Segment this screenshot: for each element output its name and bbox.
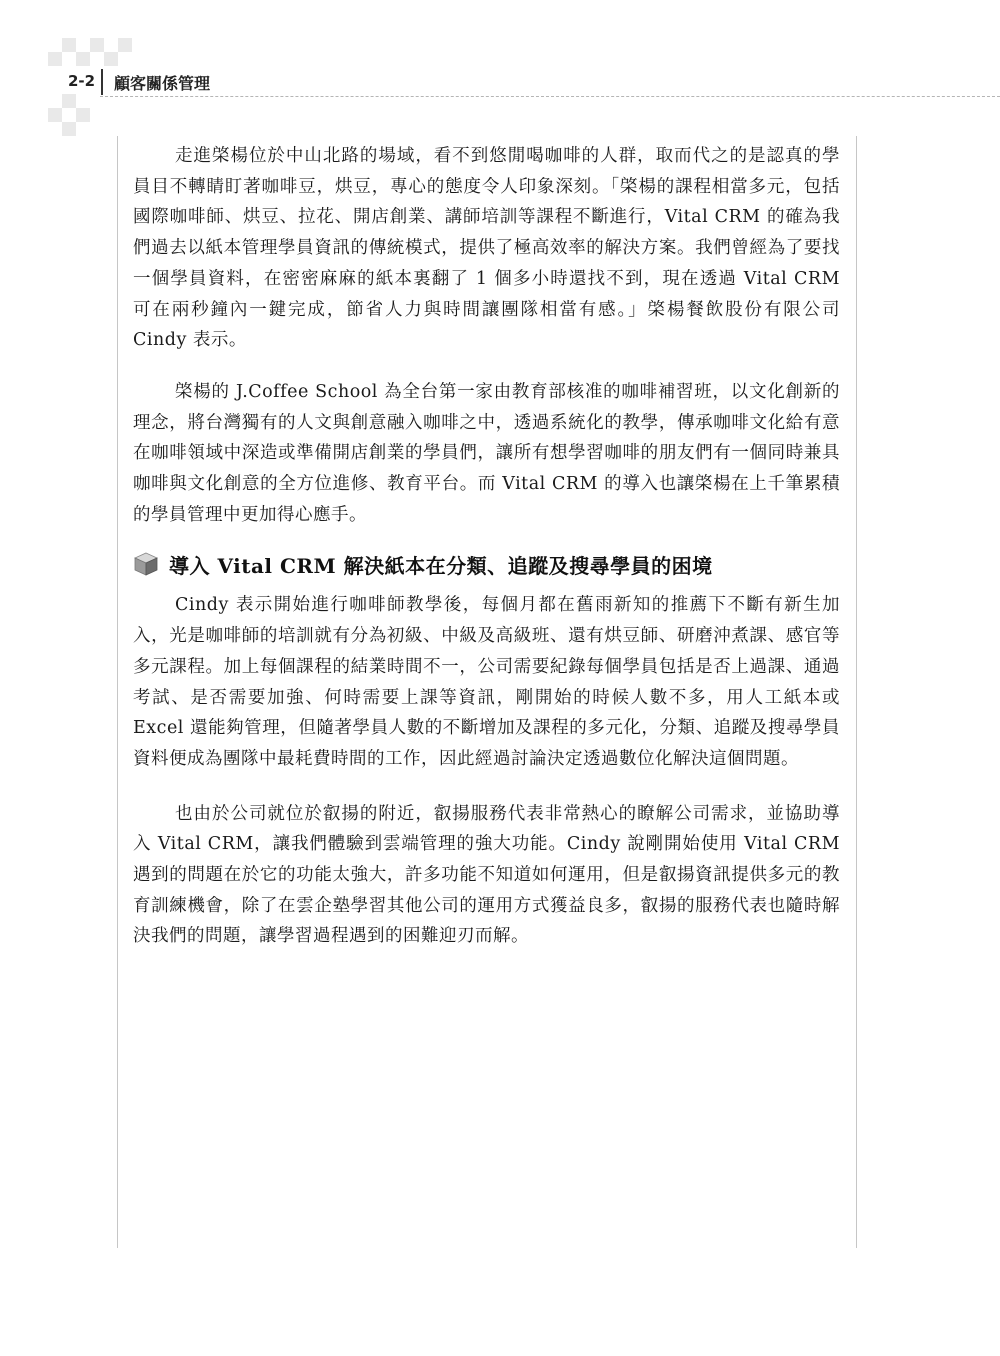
page-number: 2-2 <box>68 72 96 90</box>
section-heading <box>133 548 840 580</box>
article-body <box>133 141 840 952</box>
cube-icon <box>133 551 159 577</box>
header-dashed-rule <box>100 96 1000 97</box>
section-heading-text: 導入 Vital CRM 解決紙本在分類、追蹤及搜尋學員的困境 <box>169 553 713 578</box>
paragraph: 棨楊的 J.Coffee School 為全台第一家由教育部核准的咖啡補習班，以文化創新的理念，將台灣獨有的人文與創意融入咖啡之中，透過系統化的教學，傳承咖啡文化給有意在咖啡領域中深造或準備開店創業的學員們，讓所有想學習咖啡的朋友們有一個同時兼具咖啡與文化創意的全方位進修、教育平台。而 Vital CRM 的導入也讓棨楊在上千筆累積的學員管理中更加得心應手。 <box>133 381 840 525</box>
header-divider <box>101 69 103 95</box>
text-frame-right-border <box>856 136 857 1248</box>
page-header <box>0 66 1000 100</box>
paragraph: 也由於公司就位於叡揚的附近，叡揚服務代表非常熱心的瞭解公司需求，並協助導入 Vital CRM，讓我們體驗到雲端管理的強大功能。Cindy 說剛開始使用 Vital CRM 遇到的問題在於它的功能太強大，許多功能不知道如何運用，但是叡揚資訊提供多元的教育訓練機會，除了在雲企塾學習其他公司的運用方式獲益良多，叡揚的服務代表也隨時解決我們的問題，讓學習過程遇到的困難迎刃而解。 <box>133 803 840 947</box>
paragraph: Cindy 表示開始進行咖啡師教學後，每個月都在舊雨新知的推薦下不斷有新生加入，光是咖啡師的培訓就有分為初級、中級及高級班、還有烘豆師、研磨沖煮課、感官等多元課程。加上每個課程的結業時間不一，公司需要紀錄每個學員包括是否上過課、通過考試、是否需要加強、何時需要上課等資訊，剛開始的時候人數不多，用人工紙本或 Excel 還能夠管理，但隨著學員人數的不斷增加及課程的多元化，分類、追蹤及搜尋學員資料便成為團隊中最耗費時間的工作，因此經過討論決定透過數位化解決這個問題。 <box>133 595 840 769</box>
paragraph: 走進棨楊位於中山北路的場域，看不到悠閒喝咖啡的人群，取而代之的是認真的學員目不轉睛盯著咖啡豆，烘豆，專心的態度令人印象深刻。「棨楊的課程相當多元，包括國際咖啡師、烘豆、拉花、開店創業、講師培訓等課程不斷進行，Vital CRM 的確為我們過去以紙本管理學員資訊的傳統模式，提供了極高效率的解決方案。我們曾經為了要找一個學員資料，在密密麻麻的紙本裏翻了 1 個多小時還找不到，現在透過 Vital CRM 可在兩秒鐘內一鍵完成，節省人力與時間讓團隊相當有感。」棨楊餐飲股份有限公司 Cindy 表示。 <box>133 146 840 351</box>
chapter-title: 顧客關係管理 <box>114 74 211 93</box>
text-frame-left-border <box>117 136 118 1248</box>
